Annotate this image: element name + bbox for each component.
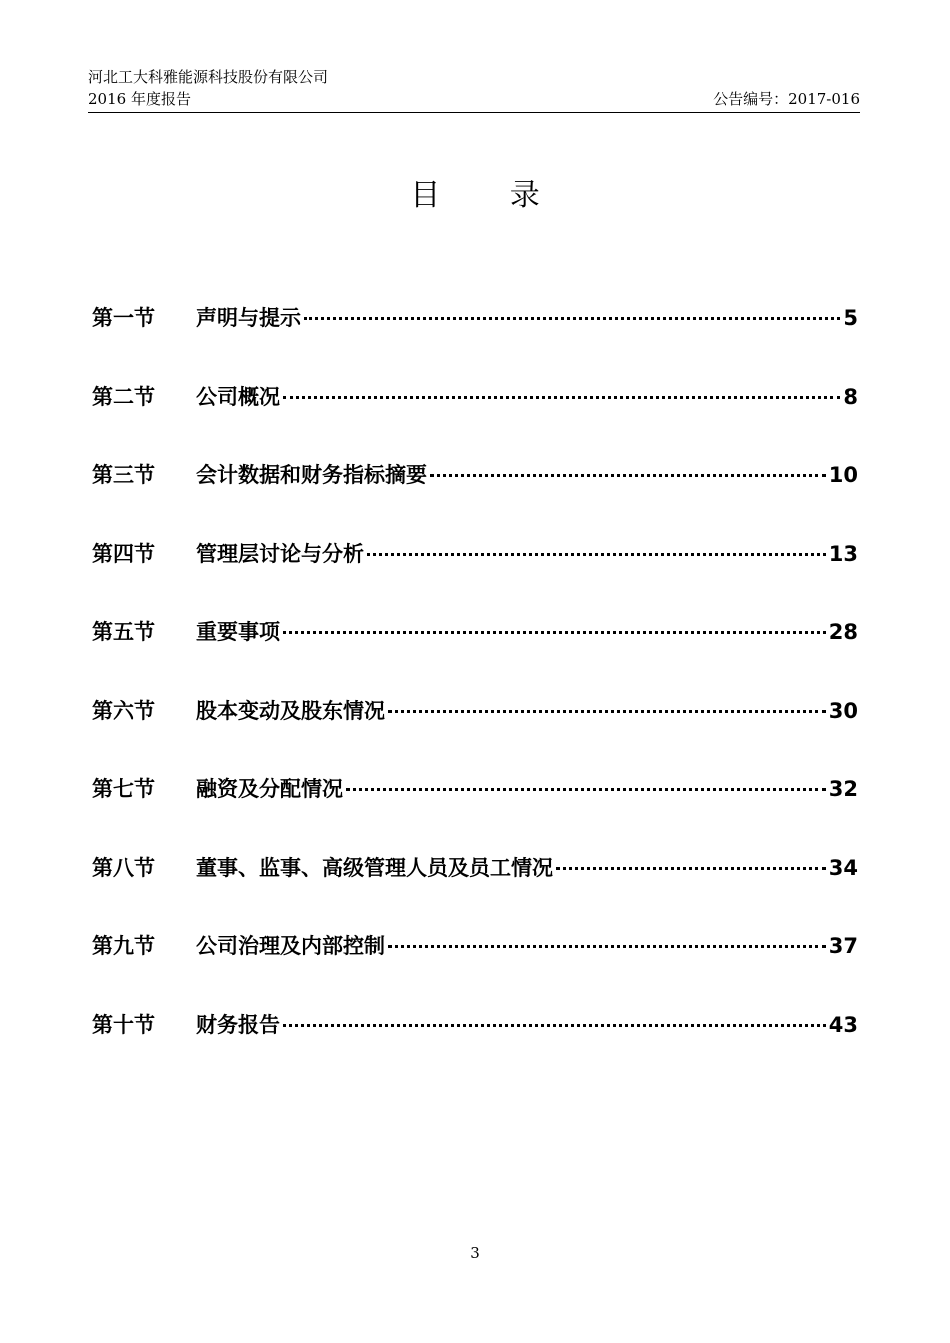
company-name: 河北工大科雅能源科技股份有限公司 bbox=[88, 68, 329, 86]
toc-leader-dots bbox=[346, 788, 826, 791]
toc-heading: 声明与提示 bbox=[196, 306, 301, 330]
toc-section-label: 第八节 bbox=[92, 855, 155, 880]
toc-leader-dots bbox=[430, 474, 826, 477]
toc-heading: 公司概况 bbox=[196, 384, 280, 409]
toc-page-number: 34 bbox=[828, 855, 858, 880]
toc-heading: 股本变动及股东情况 bbox=[196, 698, 385, 723]
toc-entry-5[interactable] bbox=[92, 616, 858, 695]
toc-page-number: 30 bbox=[828, 698, 858, 723]
toc-section-label: 第十节 bbox=[92, 1012, 155, 1037]
toc-entry-1[interactable] bbox=[92, 302, 858, 381]
table-of-contents bbox=[92, 302, 858, 1087]
announcement-number: 公告编号：2017-016 bbox=[713, 90, 860, 108]
toc-section-label: 第六节 bbox=[92, 698, 155, 723]
toc-section-label: 第一节 bbox=[92, 306, 155, 330]
toc-page-number: 8 bbox=[843, 384, 858, 409]
toc-section-label: 第七节 bbox=[92, 777, 155, 801]
page-header bbox=[88, 66, 860, 110]
toc-entry-9[interactable] bbox=[92, 930, 858, 1009]
toc-leader-dots bbox=[556, 867, 826, 870]
toc-leader-dots bbox=[283, 396, 840, 399]
report-title: 2016 年度报告 bbox=[88, 90, 191, 108]
toc-entry-10[interactable] bbox=[92, 1009, 858, 1088]
toc-page-number: 13 bbox=[828, 541, 858, 566]
toc-leader-dots bbox=[367, 553, 826, 556]
toc-heading: 管理层讨论与分析 bbox=[196, 541, 364, 566]
toc-leader-dots bbox=[283, 1024, 826, 1027]
toc-leader-dots bbox=[388, 945, 826, 948]
page-number: 3 bbox=[470, 1244, 480, 1262]
toc-section-label: 第五节 bbox=[92, 620, 155, 644]
toc-entry-7[interactable] bbox=[92, 773, 858, 852]
toc-heading: 重要事项 bbox=[196, 620, 280, 644]
toc-leader-dots bbox=[304, 317, 840, 320]
toc-section-label: 第三节 bbox=[92, 463, 155, 487]
toc-section-label: 第四节 bbox=[92, 541, 155, 566]
toc-page-number: 5 bbox=[843, 306, 858, 330]
toc-page-number: 37 bbox=[828, 934, 858, 958]
header-divider bbox=[88, 112, 860, 113]
toc-entry-3[interactable] bbox=[92, 459, 858, 538]
toc-section-label: 第二节 bbox=[92, 384, 155, 409]
toc-heading: 公司治理及内部控制 bbox=[196, 934, 385, 958]
toc-entry-4[interactable] bbox=[92, 538, 858, 617]
toc-heading: 融资及分配情况 bbox=[196, 777, 343, 801]
toc-entry-2[interactable] bbox=[92, 381, 858, 460]
toc-page-number: 32 bbox=[828, 777, 858, 801]
toc-heading: 财务报告 bbox=[196, 1012, 280, 1037]
toc-page-number: 10 bbox=[828, 463, 858, 487]
toc-leader-dots bbox=[388, 710, 826, 713]
toc-page-number: 28 bbox=[828, 620, 858, 644]
toc-heading: 董事、监事、高级管理人员及员工情况 bbox=[196, 855, 553, 880]
toc-entry-6[interactable] bbox=[92, 695, 858, 774]
toc-title: 目 录 bbox=[410, 178, 570, 213]
toc-section-label: 第九节 bbox=[92, 934, 155, 958]
toc-page-number: 43 bbox=[828, 1012, 858, 1037]
toc-entry-8[interactable] bbox=[92, 852, 858, 931]
toc-heading: 会计数据和财务指标摘要 bbox=[196, 463, 427, 487]
toc-leader-dots bbox=[283, 631, 826, 634]
header-row bbox=[88, 88, 860, 110]
